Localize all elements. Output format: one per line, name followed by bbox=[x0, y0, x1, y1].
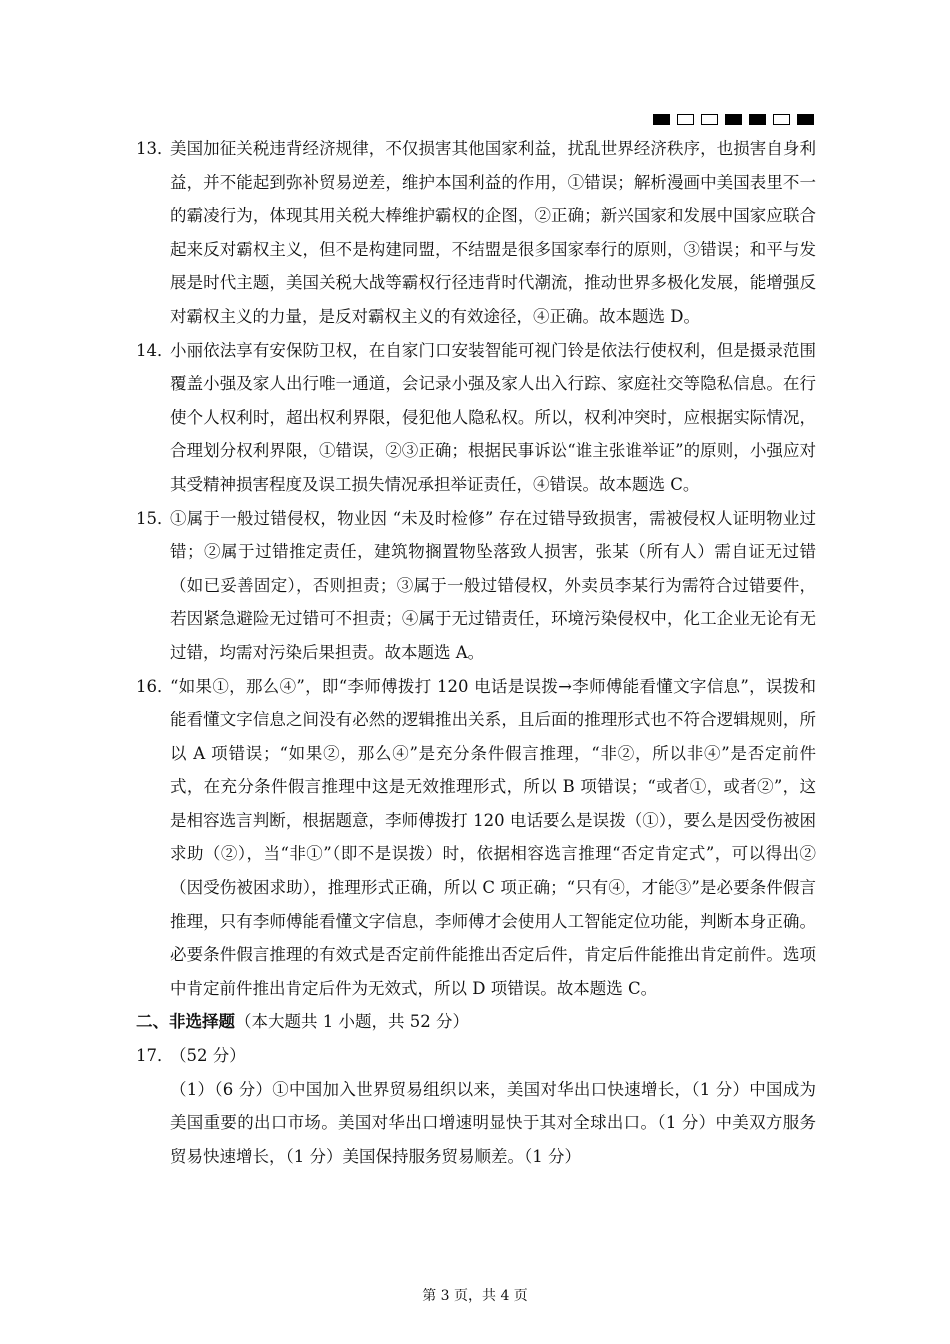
question-16 bbox=[136, 670, 816, 1006]
question-number: 16． bbox=[136, 676, 174, 696]
section-note: （本大题共 1 小题，共 52 分） bbox=[235, 1012, 469, 1032]
question-text: 小丽依法享有安保防卫权，在自家门口安装智能可视门铃是依法行使权利，但是摄录范围覆盖小强及家人出行唯一通道，会记录小强及家人出入行踪、家庭社交等隐私信息。在行使个人权利时，超出权利界限，侵犯他人隐私权。所以，权利冲突时，应根据实际情况，合理划分权利界限，①错误，②③正确；根据民事诉讼“谁主张谁举证”的原则，小强应对其受精神损害程度及误工损失情况承担举证责任，④错误。故本题选 C。 bbox=[170, 340, 816, 494]
header-mark bbox=[725, 114, 742, 125]
header-mark bbox=[677, 114, 694, 125]
header-mark bbox=[653, 114, 670, 125]
question-text: 美国加征关税违背经济规律，不仅损害其他国家利益，扰乱世界经济秩序，也损害自身利益，并不能起到弥补贸易逆差，维护本国利益的作用，①错误；解析漫画中美国表里不一的霸凌行为，体现其用关税大棒维护霸权的企图，②正确；新兴国家和发展中国家应联合起来反对霸权主义，但不是构建同盟，不结盟是很多国家奉行的原则，③错误；和平与发展是时代主题，美国关税大战等霸权行径违背时代潮流，推动世界多极化发展，能增强反对霸权主义的力量，是反对霸权主义的有效途径，④正确。故本题选 D。 bbox=[170, 139, 816, 326]
question-score: （52 分） bbox=[170, 1046, 246, 1066]
question-17-part-1: （1）（6 分）①中国加入世界贸易组织以来，美国对华出口快速增长，（1 分）中国成为美国重要的出口市场。美国对华出口增速明显快于其对全球出口。（1 分）中美双方服务贸易快速增长，（1 分）美国保持服务贸易顺差。（1 分） bbox=[170, 1079, 816, 1166]
question-15 bbox=[136, 502, 816, 670]
question-14 bbox=[136, 334, 816, 502]
question-13 bbox=[136, 132, 816, 334]
section-heading bbox=[136, 1005, 816, 1039]
question-number: 13． bbox=[136, 139, 174, 158]
question-number: 14． bbox=[136, 340, 174, 360]
header-mark bbox=[701, 114, 718, 125]
question-text: “如果①，那么④”，即“李师傅拨打 120 电话是误拨→李师傅能看懂文字信息”，误拨和能看懂文字信息之间没有必然的逻辑推出关系，且后面的推理形式也不符合逻辑规则，所以 A 项错误；“如果②，那么④”是充分条件假言推理，“非②，所以非④”是否定前件式，在充分条件假言推理中这是无效推理形式，所以 B 项错误；“或者①，或者②”，这是相容选言判断，根据题意，李师傅拨打 120 电话要么是误拨（①），要么是因受伤被困求助（②），当“非①”（即不是误拨）时，依据相容选言推理“否定肯定式”，可以得出②（因受伤被困求助），推理形式正确，所以 C 项正确；“只有④，才能③”是必要条件假言推理，只有李师傅能看懂文字信息，李师傅才会使用人工智能定位功能，判断本身正确。必要条件假言推理的有效式是否定前件能推出否定后件，肯定后件能推出肯定前件。选项中肯定前件推出肯定后件为无效式，所以 D 项错误。故本题选 C。 bbox=[170, 676, 816, 998]
question-number: 15． bbox=[136, 508, 174, 528]
header-mark bbox=[797, 114, 814, 125]
header-marks bbox=[653, 114, 814, 125]
question-number: 17． bbox=[136, 1046, 174, 1066]
question-17 bbox=[136, 1039, 816, 1073]
section-title: 二、非选择题 bbox=[136, 1012, 235, 1032]
question-text: ①属于一般过错侵权，物业因 “未及时检修” 存在过错导致损害，需被侵权人证明物业过错；②属于过错推定责任，建筑物搁置物坠落致人损害，张某（所有人）需自证无过错（如已妥善固定），否则担责；③属于一般过错侵权，外卖员李某行为需符合过错要件，若因紧急避险无过错可不担责；④属于无过错责任，环境污染侵权中，化工企业无论有无过错，均需对污染后果担责。故本题选 A。 bbox=[170, 508, 816, 662]
page-content bbox=[136, 132, 816, 1173]
page-footer: 第 3 页，共 4 页 bbox=[422, 1288, 528, 1304]
header-mark bbox=[749, 114, 766, 125]
header-mark bbox=[773, 114, 790, 125]
